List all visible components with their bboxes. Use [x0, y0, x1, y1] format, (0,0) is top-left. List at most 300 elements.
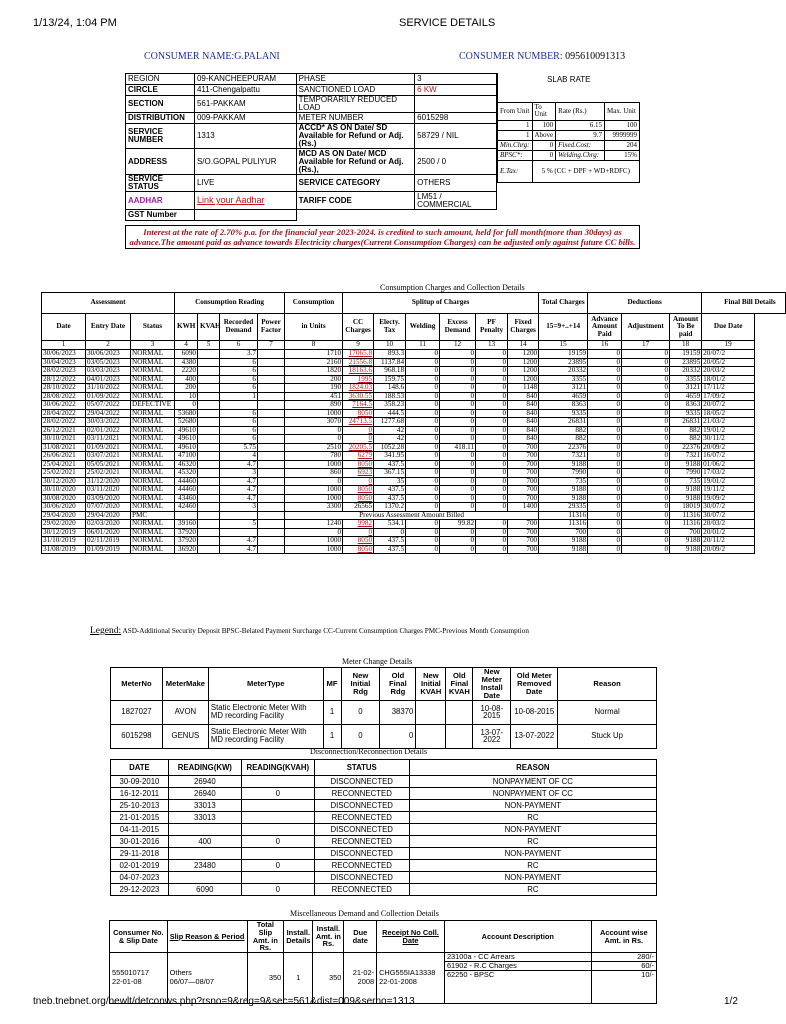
table-row	[111, 812, 657, 824]
table-cell: 0	[476, 460, 508, 469]
table-cell: 25/04/2021	[42, 460, 86, 469]
table-cell: 0	[406, 409, 440, 418]
table-cell: 0	[588, 358, 622, 367]
table-cell: 0	[440, 384, 476, 393]
disconnection-table	[110, 759, 657, 896]
table-cell: 0	[440, 401, 476, 410]
table-cell: Normal	[558, 700, 657, 724]
cc-charge-link[interactable]: 8050	[357, 459, 373, 468]
cc-col-number: 11	[406, 341, 440, 350]
table-cell: 1200	[508, 367, 539, 376]
page-url: tneb.tnebnet.org/newlt/detconws.php?rsno=9&reg=9&sec=561&dist=009&serno=1313	[33, 996, 415, 1007]
table-cell: 20332	[670, 367, 702, 376]
table-cell: 0	[622, 350, 670, 359]
table-cell: 0	[622, 435, 670, 444]
table-cell: 3070	[285, 418, 343, 427]
table-cell: 358.23	[374, 401, 406, 410]
table-row	[42, 469, 786, 478]
table-cell: 26/12/2021	[42, 426, 86, 435]
cc-col-number: 13	[476, 341, 508, 350]
table-cell: RC	[409, 812, 656, 824]
table-cell: 49610	[175, 443, 198, 452]
table-cell: 7321	[539, 452, 588, 461]
table-cell: 0	[341, 700, 380, 724]
table-cell: 4.7	[220, 477, 258, 486]
table-cell	[258, 545, 285, 554]
section-value: 561-PAKKAM	[194, 96, 296, 113]
cc-charge-link[interactable]: 0	[368, 527, 373, 536]
account-desc: 61902 - R.C Charges	[445, 962, 591, 971]
table-cell: 01/09/2019	[86, 545, 131, 554]
cc-charge-link[interactable]: 17065.8	[348, 349, 373, 358]
link-aadhar-link[interactable]: Link your Aadhar	[196, 195, 265, 205]
table-cell: 418.11	[440, 443, 476, 452]
table-cell: 840	[508, 409, 539, 418]
etax-label: E.Tax:	[500, 166, 519, 175]
table-cell	[198, 452, 220, 461]
group-final-bill: Final Bill Details	[702, 293, 786, 314]
table-cell: 0	[622, 418, 670, 427]
table-cell	[416, 724, 446, 748]
table-cell: 0	[588, 401, 622, 410]
table-cell: 437.5	[374, 494, 406, 503]
cc-charge-link[interactable]: 3630.55	[348, 391, 373, 400]
table-cell: 0	[406, 452, 440, 461]
table-cell: 4659	[670, 392, 702, 401]
table-cell: 700	[508, 537, 539, 546]
table-cell: 700	[508, 469, 539, 478]
cc-charge-link[interactable]: 8050	[357, 493, 373, 502]
table-cell	[343, 545, 374, 554]
gst-number-label: GST Number	[126, 210, 195, 221]
table-cell	[198, 367, 220, 376]
table-cell: 42460	[175, 503, 198, 512]
table-cell: NORMAL	[131, 545, 175, 554]
cc-charge-link[interactable]: 9982	[357, 519, 373, 528]
table-cell: 9188	[670, 545, 702, 554]
table-cell: 23895	[670, 358, 702, 367]
cc-charge-link[interactable]: 8050	[357, 485, 373, 494]
table-cell: 43460	[175, 494, 198, 503]
table-cell: 0	[406, 528, 440, 537]
cc-col-header: Recorded Demand	[220, 314, 258, 341]
cc-charge-link[interactable]: 18163.6	[348, 366, 373, 375]
slip-total: 350	[247, 953, 284, 1004]
table-cell: 0	[588, 503, 622, 512]
table-cell	[446, 700, 473, 724]
table-cell: 0	[588, 452, 622, 461]
table-cell	[446, 724, 473, 748]
table-cell: 13-07-2022	[473, 724, 511, 748]
table-cell: 0	[588, 375, 622, 384]
account-desc: 62250 - BPSC	[446, 970, 495, 980]
table-cell: 1052.28	[374, 443, 406, 452]
slab-rate-title: SLAB RATE	[498, 73, 640, 102]
misc-col-header: Total Slip Amt. in Rs.	[247, 921, 284, 953]
table-cell: 0	[588, 367, 622, 376]
disc-col-header: READING(KW)	[168, 760, 241, 776]
table-cell: 0	[588, 477, 622, 486]
table-cell: 0	[406, 418, 440, 427]
table-cell: 0	[440, 477, 476, 486]
cc-charge-link[interactable]: 0	[368, 434, 373, 443]
table-cell: 29/04/2022	[86, 409, 131, 418]
disc-col-header: READING(KVAH)	[241, 760, 314, 776]
cc-charge-link[interactable]: 6923	[357, 468, 373, 477]
print-datetime: 1/13/24, 1:04 PM	[33, 17, 117, 29]
table-cell	[198, 486, 220, 495]
table-cell: 28/10/2022	[42, 384, 86, 393]
page-number: 1/2	[724, 996, 738, 1007]
table-row	[111, 788, 657, 800]
cc-col-number: 18	[670, 341, 702, 350]
table-cell: 8363	[539, 401, 588, 410]
table-cell: NORMAL	[131, 375, 175, 384]
section-label: SECTION	[126, 96, 195, 113]
group-deductions: Deductions	[588, 293, 702, 314]
table-cell	[241, 812, 314, 824]
min-charge-value: 0	[532, 140, 556, 150]
table-cell: 1000	[285, 460, 343, 469]
table-cell: 9188	[670, 494, 702, 503]
table-cell: NORMAL	[131, 358, 175, 367]
table-cell: 03/11/2020	[86, 486, 131, 495]
table-cell: 17/11/2	[702, 384, 755, 393]
table-cell: 46320	[175, 460, 198, 469]
table-cell: NORMAL	[131, 503, 175, 512]
region-label: REGION	[126, 74, 195, 85]
table-cell: 2510	[285, 443, 343, 452]
cc-col-header: in Units	[285, 314, 343, 341]
table-cell: 0	[622, 443, 670, 452]
table-row	[111, 860, 657, 872]
table-cell: 0	[588, 486, 622, 495]
table-cell: 28/02/2022	[42, 418, 86, 427]
table-cell: 03/03/2023	[86, 367, 131, 376]
table-cell: 0	[406, 367, 440, 376]
table-cell	[198, 494, 220, 503]
table-cell: 0	[374, 528, 406, 537]
bpsc-label: BPSC*:	[500, 150, 523, 159]
table-cell: Stuck Up	[558, 724, 657, 748]
table-cell: NON-PAYMENT	[409, 872, 656, 884]
table-cell: 0	[622, 469, 670, 478]
cc-col-header: KVAH	[198, 314, 220, 341]
table-cell	[258, 469, 285, 478]
table-cell: 20/09/2	[702, 443, 755, 452]
table-cell: 700	[508, 528, 539, 537]
tariff-code-label: TARIFF CODE	[296, 192, 415, 210]
table-cell	[258, 503, 285, 512]
cc-charge-link[interactable]: 24713.5	[348, 417, 373, 426]
table-cell	[198, 435, 220, 444]
table-cell: 22376	[670, 443, 702, 452]
cc-charge-link[interactable]: 20205.5	[348, 442, 373, 451]
table-cell: NORMAL	[131, 426, 175, 435]
table-cell: 1400	[508, 503, 539, 512]
table-cell: 0	[406, 401, 440, 410]
table-cell: 0	[440, 469, 476, 478]
table-cell: RC	[409, 884, 656, 896]
table-row	[42, 545, 786, 554]
table-cell: 06/01/2020	[86, 528, 131, 537]
table-cell	[168, 848, 241, 860]
slab-col-from: From Unit	[498, 102, 533, 120]
table-cell	[198, 418, 220, 427]
table-cell	[258, 443, 285, 452]
table-cell: 21-01-2015	[111, 812, 169, 824]
slab-cell: 100	[605, 120, 640, 130]
table-cell: 400	[175, 375, 198, 384]
table-cell: 49610	[175, 426, 198, 435]
cc-charge-link[interactable]: 8050	[357, 544, 373, 553]
table-cell	[198, 426, 220, 435]
table-cell: 0	[476, 367, 508, 376]
table-cell: GENUS	[162, 724, 208, 748]
mcd-label: MCD AS ON Date/ MCD Available for Refund or Adj.(Rs.),	[296, 149, 415, 175]
cc-charge-link[interactable]: 6279	[357, 451, 373, 460]
misc-col-header: Install. Details	[284, 921, 313, 953]
table-cell: 0	[440, 375, 476, 384]
table-row	[42, 537, 786, 546]
table-cell: 4.7	[220, 537, 258, 546]
welding-charge-label: Welding.Chrg:	[558, 150, 600, 159]
cc-col-header: Electy. Tax	[374, 314, 406, 341]
table-cell: 30/06/2020	[42, 503, 86, 512]
misc-demand-title: Miscellaneous Demand and Collection Details	[290, 909, 439, 918]
table-cell	[258, 494, 285, 503]
group-assessment: Assessment	[42, 293, 175, 314]
table-cell: 700	[508, 486, 539, 495]
cc-col-number: 4	[175, 341, 198, 350]
table-cell	[258, 477, 285, 486]
table-cell: 29/04/2020	[42, 511, 86, 520]
table-cell: 0	[476, 384, 508, 393]
table-cell: 6	[220, 384, 258, 393]
table-cell: 7321	[670, 452, 702, 461]
cc-col-number: 7	[258, 341, 285, 350]
table-cell: 437.5	[374, 537, 406, 546]
table-cell: 0	[406, 435, 440, 444]
cc-col-header: Welding	[406, 314, 440, 341]
sanctioned-load-value: 6 KW	[415, 85, 497, 96]
cc-col-number: 14	[508, 341, 539, 350]
table-row	[111, 800, 657, 812]
table-cell: 0	[476, 426, 508, 435]
table-cell: 6	[220, 426, 258, 435]
table-cell: 36920	[175, 545, 198, 554]
table-cell: 22376	[539, 443, 588, 452]
table-cell: 4.7	[220, 460, 258, 469]
table-cell: 1000	[285, 486, 343, 495]
collection-date: 22-01-2008	[379, 977, 417, 987]
account-amount: 10/-	[641, 970, 654, 980]
table-cell: 0	[476, 350, 508, 359]
table-cell: 0	[406, 503, 440, 512]
table-cell: 0	[440, 460, 476, 469]
table-cell: 0	[406, 494, 440, 503]
cc-charge-link[interactable]: 8050	[357, 408, 373, 417]
table-cell: 20332	[539, 367, 588, 376]
group-consumption-reading: Consumption Reading	[175, 293, 285, 314]
table-cell: 0	[588, 350, 622, 359]
table-cell: 0	[476, 435, 508, 444]
table-cell: DISCONNECTED	[314, 824, 409, 836]
accd-label: ACCD* AS ON Date/ SD Available for Refund or Adj. (Rs.)	[296, 124, 415, 149]
welding-charge-value: 15%	[605, 150, 640, 160]
table-cell: 9188	[539, 545, 588, 554]
table-cell: 26/06/2021	[42, 452, 86, 461]
cc-charge-link[interactable]: 0	[368, 476, 373, 485]
table-cell: NON-PAYMENT	[409, 848, 656, 860]
table-cell: 0	[622, 401, 670, 410]
table-cell: 0	[406, 384, 440, 393]
table-cell: 26831	[670, 418, 702, 427]
meter-col-header: MeterNo	[111, 668, 163, 701]
table-cell	[198, 350, 220, 359]
table-cell: 0	[476, 477, 508, 486]
cc-charge-link[interactable]: 0	[368, 425, 373, 434]
table-cell: 29335	[539, 503, 588, 512]
table-cell	[198, 528, 220, 537]
reduced-load-label: TEMPORARILY REDUCED LOAD	[296, 96, 415, 113]
table-cell: 700	[508, 545, 539, 554]
table-cell: 7990	[670, 469, 702, 478]
table-cell	[198, 443, 220, 452]
table-cell: 0	[440, 537, 476, 546]
meter-col-header: Old Meter Removed Date	[511, 668, 558, 701]
table-cell: 21/03/2	[702, 418, 755, 427]
table-cell: 6090	[168, 884, 241, 896]
disc-col-header: REASON	[409, 760, 656, 776]
table-cell	[198, 469, 220, 478]
table-cell: 0	[622, 494, 670, 503]
cc-charge-link[interactable]: 1824.03	[348, 383, 373, 392]
table-cell: 35	[374, 477, 406, 486]
table-cell: 0	[406, 460, 440, 469]
table-cell: 0	[476, 528, 508, 537]
table-cell	[198, 375, 220, 384]
table-cell: 0	[406, 350, 440, 359]
table-cell: 0	[588, 435, 622, 444]
table-cell: 0	[476, 401, 508, 410]
table-cell: 30/06/2023	[86, 350, 131, 359]
table-cell: 16-12-2011	[111, 788, 169, 800]
table-cell: 451	[285, 392, 343, 401]
table-cell: 0	[476, 452, 508, 461]
service-category-label: SERVICE CATEGORY	[296, 175, 415, 192]
table-cell	[198, 358, 220, 367]
distribution-value: 009-PAKKAM	[194, 113, 296, 124]
table-cell: 47100	[175, 452, 198, 461]
table-cell: 437.5	[374, 460, 406, 469]
cc-col-header: Amount To Be paid	[670, 314, 702, 341]
table-cell: 19/11/2	[702, 486, 755, 495]
table-cell: 0	[622, 375, 670, 384]
table-cell: 0	[588, 537, 622, 546]
table-cell: NORMAL	[131, 418, 175, 427]
table-cell: 20/09/2	[702, 545, 755, 554]
table-cell: 03/05/2023	[86, 358, 131, 367]
table-cell: 25-10-2013	[111, 800, 169, 812]
table-cell: 0	[476, 545, 508, 554]
table-cell: 0	[588, 545, 622, 554]
cc-charge-link[interactable]: 21556.8	[348, 357, 373, 366]
cc-col-header: Power Factor	[258, 314, 285, 341]
table-cell: 29-11-2018	[111, 848, 169, 860]
table-cell: 840	[508, 392, 539, 401]
table-cell: RECONNECTED	[314, 788, 409, 800]
legend-text: ASD-Additional Security Deposit BPSC-Belated Payment Surcharge CC-Current Consumption Charges PMC-Previous Month Consumption	[121, 627, 529, 635]
table-cell: 0	[406, 537, 440, 546]
cc-charge-link[interactable]: 8050	[357, 536, 373, 545]
table-cell: 0	[622, 486, 670, 495]
table-cell: 37920	[175, 537, 198, 546]
table-cell: DISCONNECTED	[314, 848, 409, 860]
table-cell: 0	[406, 545, 440, 554]
table-row	[42, 503, 786, 512]
table-cell: 0	[622, 537, 670, 546]
meter-col-header: MeterMake	[162, 668, 208, 701]
due-date: 21-02-2008	[344, 953, 377, 1004]
phase-label: PHASE	[296, 74, 415, 85]
table-cell: 1200	[508, 375, 539, 384]
table-cell: 0	[476, 375, 508, 384]
fixed-cost-label: Fixed.Cost:	[558, 140, 592, 149]
table-cell: 0	[406, 392, 440, 401]
table-cell: 11316	[670, 511, 702, 520]
table-cell: 0	[588, 418, 622, 427]
table-cell	[258, 452, 285, 461]
slab-col-rate: Rate (Rs.)	[556, 102, 605, 120]
cc-charge-link[interactable]: 7164.5	[352, 400, 373, 409]
table-cell: 882	[670, 426, 702, 435]
table-cell: 534.1	[374, 520, 406, 529]
table-cell: 6	[220, 409, 258, 418]
table-cell: 29-12-2023	[111, 884, 169, 896]
table-cell: 0	[588, 528, 622, 537]
table-cell: 780	[285, 452, 343, 461]
table-cell: 20/03/2	[702, 520, 755, 529]
account-amount: 60/-	[592, 962, 656, 971]
table-cell: 9188	[670, 486, 702, 495]
slab-cell: 9999999	[605, 130, 640, 140]
table-cell: 0	[588, 392, 622, 401]
cc-charge-link[interactable]: 1995	[357, 374, 373, 383]
table-cell: NONPAYMENT OF CC	[409, 788, 656, 800]
table-cell: 0	[406, 375, 440, 384]
table-cell: Static Electronic Meter With MD recording Facility	[208, 700, 323, 724]
table-cell: 30/12/2019	[42, 528, 86, 537]
account-amount: 280/-	[592, 953, 656, 962]
consumer-number-value: 095610091313	[565, 51, 626, 62]
table-cell: 38370	[380, 700, 416, 724]
misc-demand-table	[109, 920, 657, 1004]
table-cell: RECONNECTED	[314, 860, 409, 872]
mcd-value: 2500 / 0	[415, 149, 497, 175]
table-cell: 200	[285, 375, 343, 384]
table-cell	[198, 401, 220, 410]
misc-col-header: Consumer No. & Slip Date	[110, 921, 168, 953]
table-cell: 1820	[285, 367, 343, 376]
table-cell: NORMAL	[131, 469, 175, 478]
table-cell: 18/01/2	[702, 375, 755, 384]
table-cell: 10-08-2015	[511, 700, 558, 724]
table-cell: 30/08/2020	[42, 494, 86, 503]
table-cell: 07/07/2020	[86, 503, 131, 512]
table-cell	[198, 460, 220, 469]
group-splitup: Splitup of Charges	[343, 293, 539, 314]
